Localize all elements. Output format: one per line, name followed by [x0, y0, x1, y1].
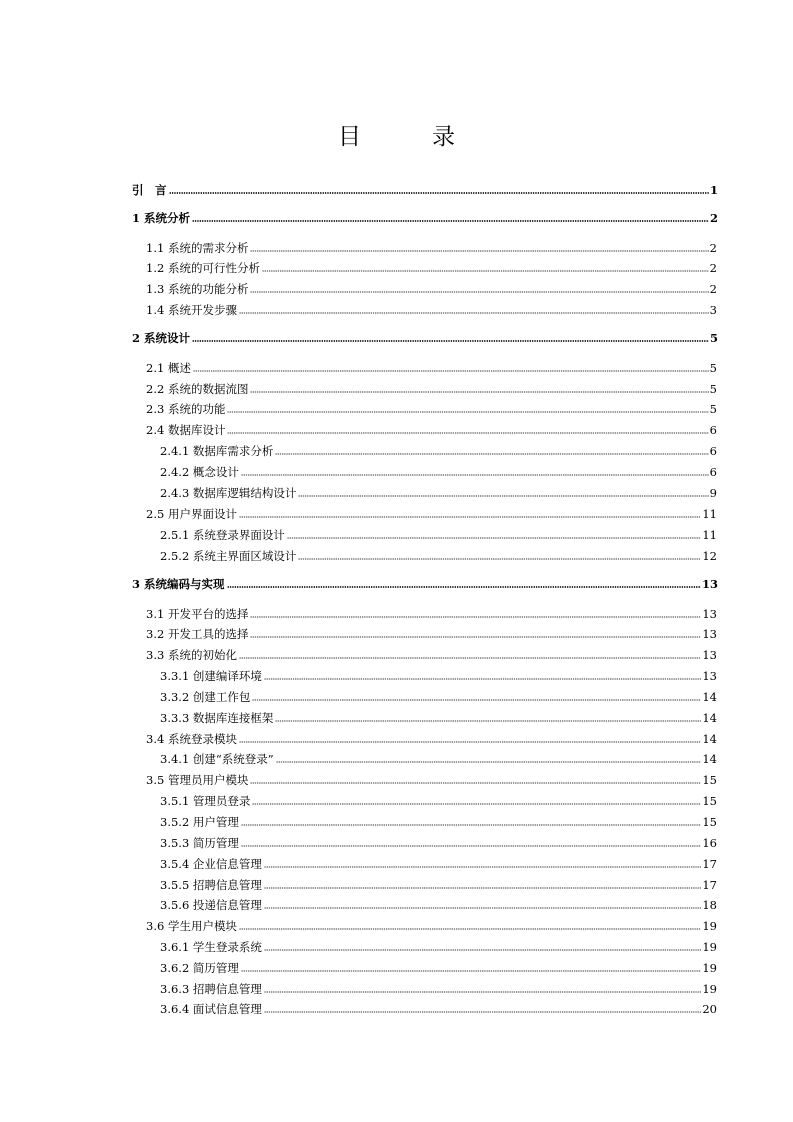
- toc-page-number: 14: [702, 690, 717, 704]
- toc-entry-label: 2.5.2 系统主界面区域设计: [160, 549, 297, 563]
- toc-dot-leader: [264, 899, 701, 909]
- toc-entry[interactable]: [146, 237, 717, 255]
- toc-page-number: 2: [709, 241, 717, 255]
- toc-dot-leader: [241, 466, 709, 476]
- toc-page-number: 5: [709, 331, 718, 345]
- toc-dot-leader: [241, 962, 701, 972]
- toc-page-number: 11: [702, 528, 717, 542]
- toc-page-number: 13: [702, 627, 717, 641]
- toc-entry[interactable]: [160, 665, 717, 683]
- toc-entry-label: 2.2 系统的数据流图: [146, 382, 249, 396]
- toc-dot-leader: [287, 529, 701, 539]
- toc-entry-label: 2.4.1 数据库需求分析: [160, 444, 274, 458]
- toc-page-number: 13: [702, 648, 717, 662]
- toc-entry[interactable]: [146, 644, 717, 662]
- toc-entry[interactable]: [146, 398, 717, 416]
- toc-entry[interactable]: [160, 936, 717, 954]
- toc-entry[interactable]: [132, 573, 718, 591]
- toc-entry[interactable]: [146, 728, 717, 746]
- toc-entry-label: 3.6 学生用户模块: [146, 919, 237, 933]
- toc-entry[interactable]: [146, 503, 717, 521]
- toc-dot-leader: [264, 858, 701, 868]
- toc-entry[interactable]: [160, 545, 717, 563]
- toc-entry[interactable]: [146, 257, 717, 275]
- toc-entry-label: 3.3.3 数据库连接框架: [160, 711, 274, 725]
- toc-page-number: 14: [702, 732, 717, 746]
- toc-entry-label: 3.2 开发工具的选择: [146, 627, 249, 641]
- toc-entry-label: 3.4.1 创建“系统登录”: [160, 752, 274, 766]
- toc-dot-leader: [193, 362, 709, 372]
- toc-entry-label: 1.4 系统开发步骤: [146, 303, 237, 317]
- toc-entry-label: 1.2 系统的可行性分析: [146, 261, 260, 275]
- toc-page-number: 5: [709, 382, 717, 396]
- toc-entry[interactable]: [160, 524, 717, 542]
- toc-page-number: 2: [709, 261, 717, 275]
- toc-page-number: 3: [709, 303, 717, 317]
- toc-entry[interactable]: [146, 769, 717, 787]
- toc-page-number: 5: [709, 361, 717, 375]
- toc-entry[interactable]: [160, 748, 717, 766]
- toc-entry-label: 3.5.3 简历管理: [160, 836, 239, 850]
- toc-page-number: 13: [702, 669, 717, 683]
- toc-entry-label: 3.6.4 面试信息管理: [160, 1002, 262, 1016]
- toc-entry[interactable]: [146, 419, 717, 437]
- toc-entry[interactable]: [146, 915, 717, 933]
- toc-entry[interactable]: [146, 299, 717, 317]
- toc-entry[interactable]: [146, 378, 717, 396]
- toc-entry-label: 2.4.2 概念设计: [160, 465, 239, 479]
- toc-dot-leader: [250, 774, 701, 784]
- toc-dot-leader: [264, 670, 701, 680]
- toc-entry-label: 2.1 概述: [146, 361, 191, 375]
- toc-entry-label: 3.5 管理员用户模块: [146, 773, 249, 787]
- toc-entry[interactable]: [160, 957, 717, 975]
- toc-page-number: 12: [702, 549, 717, 563]
- toc-page-number: 6: [709, 444, 717, 458]
- toc-entry[interactable]: [132, 327, 718, 345]
- toc-entry-label: 2.4.3 数据库逻辑结构设计: [160, 486, 297, 500]
- toc-entry[interactable]: [132, 179, 718, 197]
- toc-page-number: 17: [702, 878, 717, 892]
- toc-dot-leader: [239, 920, 701, 930]
- toc-entry-label: 2.5 用户界面设计: [146, 507, 237, 521]
- toc-page-number: 13: [702, 607, 717, 621]
- toc-dot-leader: [227, 403, 708, 413]
- toc-dot-leader: [250, 608, 701, 618]
- toc-page-number: 9: [709, 486, 717, 500]
- toc-dot-leader: [264, 941, 701, 951]
- toc-entry[interactable]: [160, 978, 717, 996]
- toc-entry[interactable]: [146, 357, 717, 375]
- toc-entry-label: 2.4 数据库设计: [146, 423, 226, 437]
- toc-page-number: 15: [702, 773, 717, 787]
- toc-entry[interactable]: [160, 461, 717, 479]
- toc-entry-label: 2 系统设计: [132, 331, 191, 345]
- toc-entry-label: 3.6.1 学生登录系统: [160, 940, 262, 954]
- toc-entry-label: 2.5.1 系统登录界面设计: [160, 528, 285, 542]
- toc-dot-leader: [264, 983, 701, 993]
- toc-dot-leader: [239, 508, 701, 518]
- toc-entry[interactable]: [160, 832, 717, 850]
- toc-entry-label: 引 言: [132, 183, 167, 197]
- toc-entry-label: 3.3.1 创建编译环境: [160, 669, 262, 683]
- toc-page-number: 2: [709, 282, 717, 296]
- toc-dot-leader: [276, 753, 702, 763]
- toc-entry-label: 1.1 系统的需求分析: [146, 241, 249, 255]
- toc-page-number: 18: [702, 898, 717, 912]
- toc-page-number: 19: [702, 919, 717, 933]
- toc-entry[interactable]: [146, 603, 717, 621]
- toc-page-number: 6: [709, 465, 717, 479]
- toc-dot-leader: [262, 262, 709, 272]
- toc-page-number: 6: [709, 423, 717, 437]
- toc-dot-leader: [264, 1003, 701, 1013]
- toc-page-number: 1: [709, 183, 718, 197]
- toc-entry-label: 3.5.6 投递信息管理: [160, 898, 262, 912]
- toc-entry-label: 3.3 系统的初始化: [146, 648, 237, 662]
- toc-entry[interactable]: [146, 278, 717, 296]
- toc-entry-label: 1 系统分析: [132, 211, 191, 225]
- toc-dot-leader: [252, 691, 701, 701]
- toc-dot-leader: [169, 184, 709, 194]
- toc-entry-label: 3.5.2 用户管理: [160, 815, 239, 829]
- toc-entry-label: 1.3 系统的功能分析: [146, 282, 249, 296]
- toc-entry-label: 3.5.4 企业信息管理: [160, 857, 262, 871]
- toc-dot-leader: [239, 649, 701, 659]
- toc-dot-leader: [250, 283, 708, 293]
- toc-entry[interactable]: [132, 207, 718, 225]
- toc-entry-label: 2.3 系统的功能: [146, 402, 226, 416]
- toc-dot-leader: [227, 578, 701, 588]
- toc-page-number: 14: [702, 711, 717, 725]
- toc-page-number: 2: [709, 211, 718, 225]
- toc-dot-leader: [250, 242, 708, 252]
- toc-dot-leader: [275, 712, 701, 722]
- toc-entry[interactable]: [160, 686, 717, 704]
- toc-page-number: 17: [702, 857, 717, 871]
- toc-entry[interactable]: [160, 707, 717, 725]
- toc-entry[interactable]: [160, 874, 717, 892]
- toc-entry[interactable]: [146, 623, 717, 641]
- toc-page-number: 20: [702, 1002, 717, 1016]
- toc-dot-leader: [250, 383, 708, 393]
- toc-dot-leader: [239, 304, 709, 314]
- toc-page-number: 15: [702, 794, 717, 808]
- toc-entry[interactable]: [160, 790, 717, 808]
- toc-entry[interactable]: [160, 894, 717, 912]
- toc-dot-leader: [264, 879, 701, 889]
- toc-entry-label: 3.4 系统登录模块: [146, 732, 237, 746]
- toc-page-number: 11: [702, 507, 717, 521]
- toc-dot-leader: [192, 212, 709, 222]
- toc-page-number: 15: [702, 815, 717, 829]
- toc-entry[interactable]: [160, 998, 717, 1016]
- toc-dot-leader: [241, 837, 701, 847]
- toc-entry-label: 3.1 开发平台的选择: [146, 607, 249, 621]
- toc-page-number: 5: [709, 402, 717, 416]
- toc-page-number: 19: [702, 940, 717, 954]
- toc-page-number: 13: [701, 577, 718, 591]
- toc-page-number: 19: [702, 982, 717, 996]
- toc-entry-label: 3 系统编码与实现: [132, 577, 225, 591]
- toc-entry[interactable]: [160, 811, 717, 829]
- toc-entry-label: 3.6.3 招聘信息管理: [160, 982, 262, 996]
- page-title: 目 录: [338, 124, 479, 150]
- toc-entry-label: 3.6.2 简历管理: [160, 961, 239, 975]
- toc-page-number: 16: [702, 836, 717, 850]
- toc-page-number: 19: [702, 961, 717, 975]
- toc-dot-leader: [298, 550, 701, 560]
- toc-entry-label: 3.5.1 管理员登录: [160, 794, 251, 808]
- toc-dot-leader: [250, 628, 701, 638]
- toc-dot-leader: [252, 795, 701, 805]
- toc-entry-label: 3.5.5 招聘信息管理: [160, 878, 262, 892]
- toc-entry[interactable]: [160, 440, 717, 458]
- toc-dot-leader: [192, 332, 709, 342]
- toc-entry[interactable]: [160, 482, 717, 500]
- toc-dot-leader: [241, 816, 701, 826]
- toc-page-number: 14: [702, 752, 717, 766]
- toc-entry[interactable]: [160, 853, 717, 871]
- toc-dot-leader: [298, 487, 708, 497]
- toc-dot-leader: [227, 424, 708, 434]
- toc-entry-label: 3.3.2 创建工作包: [160, 690, 251, 704]
- toc-dot-leader: [239, 733, 701, 743]
- toc-dot-leader: [275, 445, 708, 455]
